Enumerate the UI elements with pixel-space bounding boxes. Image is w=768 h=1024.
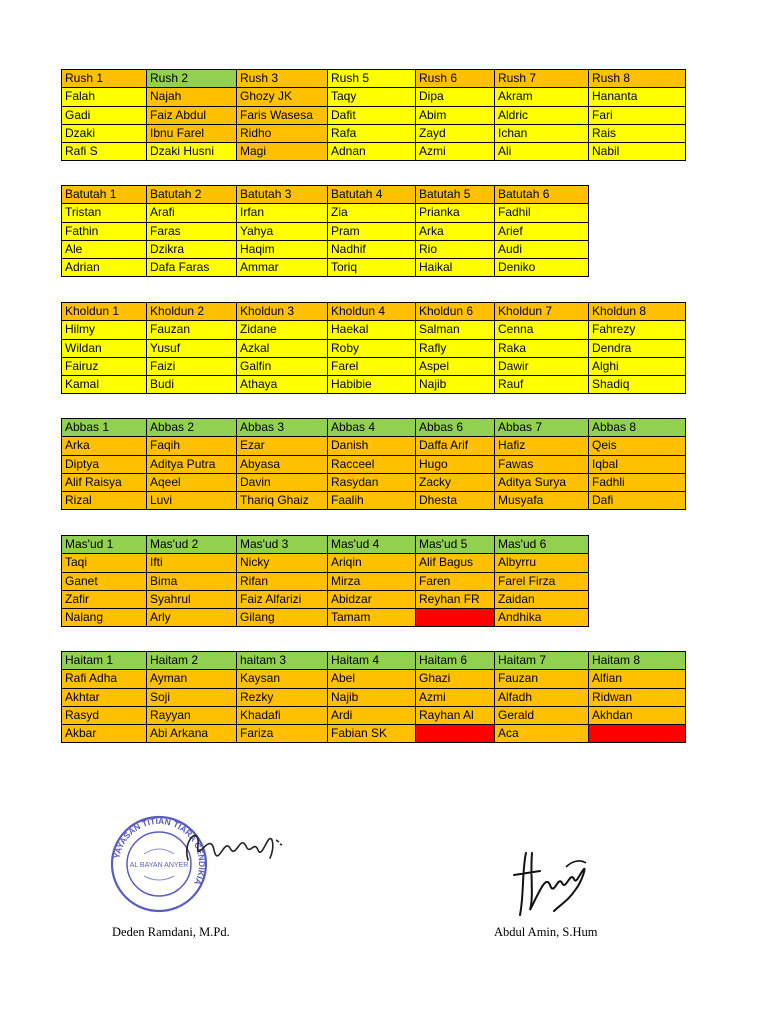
table-cell: Fadhil xyxy=(495,204,589,222)
table-header-cell: Abbas 3 xyxy=(237,419,328,437)
table-cell: Zacky xyxy=(416,473,495,491)
table-row xyxy=(62,473,686,491)
table-cell: Rafi Adha xyxy=(62,670,147,688)
table-cell: Rio xyxy=(416,240,495,258)
table-cell: Dhesta xyxy=(416,492,495,510)
table-cell: Fairuz xyxy=(62,357,147,375)
table-header-cell: Kholdun 1 xyxy=(62,303,147,321)
table-cell: Rayhan Al xyxy=(416,706,495,724)
table-row xyxy=(62,725,686,743)
table-cell: Racceel xyxy=(328,455,416,473)
table-cell: Arief xyxy=(495,222,589,240)
table-cell: Fahrezy xyxy=(589,321,686,339)
table-cell: Rizal xyxy=(62,492,147,510)
table-cell: Farel Firza xyxy=(495,572,589,590)
table-row xyxy=(62,572,589,590)
table-row xyxy=(62,222,589,240)
table-cell: Gadi xyxy=(62,106,147,124)
table-cell: Zaidan xyxy=(495,590,589,608)
table-cell: Nadhif xyxy=(328,240,416,258)
table-row xyxy=(62,204,589,222)
table-cell: Habibie xyxy=(328,376,416,394)
table-cell: Arafi xyxy=(147,204,237,222)
stamp-outer-text: YAYASAN TITIAN TIARA CENDIKIA xyxy=(111,815,208,887)
table-cell: Ridwan xyxy=(589,688,686,706)
table-cell: Zayd xyxy=(416,124,495,142)
table-row xyxy=(62,455,686,473)
table-cell: Abidzar xyxy=(328,590,416,608)
table-cell: Rifan xyxy=(237,572,328,590)
table-cell: Ghazi xyxy=(416,670,495,688)
table-cell: Ariqin xyxy=(328,554,416,572)
table-header-cell: haitam 3 xyxy=(237,652,328,670)
table-cell: Roby xyxy=(328,339,416,357)
table-row xyxy=(62,88,686,106)
table-cell: Musyafa xyxy=(495,492,589,510)
table-header-cell: Rush 2 xyxy=(147,70,237,88)
table-cell: Abel xyxy=(328,670,416,688)
table-header-row xyxy=(62,186,589,204)
table-cell: Haekal xyxy=(328,321,416,339)
table-cell: Akhdan xyxy=(589,706,686,724)
table-cell: Salman xyxy=(416,321,495,339)
table-cell: Rauf xyxy=(495,376,589,394)
table-row xyxy=(62,688,686,706)
table-cell: Alif Bagus xyxy=(416,554,495,572)
table-header-cell: Mas'ud 6 xyxy=(495,536,589,554)
table-header-cell: Mas'ud 3 xyxy=(237,536,328,554)
table-cell: Athaya xyxy=(237,376,328,394)
table-header-cell: Mas'ud 2 xyxy=(147,536,237,554)
table-row xyxy=(62,437,686,455)
table-cell: Ardi xyxy=(328,706,416,724)
table-cell: Azmi xyxy=(416,143,495,161)
stamp-inner-text: AL BAYAN ANYER xyxy=(129,862,189,869)
table-cell: Soji xyxy=(147,688,237,706)
table-cell: Alfian xyxy=(589,670,686,688)
table-cell: Rais xyxy=(589,124,686,142)
table-cell: Nicky xyxy=(237,554,328,572)
table-cell: Aditya Surya xyxy=(495,473,589,491)
table-cell: Farel xyxy=(328,357,416,375)
table-cell: Fathin xyxy=(62,222,147,240)
table-header-cell: Abbas 2 xyxy=(147,419,237,437)
table-cell: Arka xyxy=(62,437,147,455)
table-header-cell: Rush 7 xyxy=(495,70,589,88)
table-header-row xyxy=(62,536,589,554)
table-cell: Kamal xyxy=(62,376,147,394)
table-cell: Syahrul xyxy=(147,590,237,608)
table-header-cell: Rush 5 xyxy=(328,70,416,88)
table-row xyxy=(62,339,686,357)
table-cell: Diptya xyxy=(62,455,147,473)
table-header-cell: Kholdun 2 xyxy=(147,303,237,321)
table-cell xyxy=(416,609,495,627)
table-cell: Luvi xyxy=(147,492,237,510)
table-row xyxy=(62,609,589,627)
table-cell: Ayman xyxy=(147,670,237,688)
table-cell: Yahya xyxy=(237,222,328,240)
table-cell: Ridho xyxy=(237,124,328,142)
table-cell: Alfadh xyxy=(495,688,589,706)
table-cell: Raka xyxy=(495,339,589,357)
table-cell: Najib xyxy=(416,376,495,394)
table-cell: Ganet xyxy=(62,572,147,590)
table-cell: Tamam xyxy=(328,609,416,627)
table-cell: Dipa xyxy=(416,88,495,106)
table-header-cell: Abbas 8 xyxy=(589,419,686,437)
table-cell: Arly xyxy=(147,609,237,627)
table-cell: Ezar xyxy=(237,437,328,455)
table-cell: Reyhan FR xyxy=(416,590,495,608)
group-table xyxy=(61,302,686,394)
table-row xyxy=(62,492,686,510)
table-cell: Tristan xyxy=(62,204,147,222)
table-cell: Nabil xyxy=(589,143,686,161)
table-cell: Audi xyxy=(495,240,589,258)
table-cell: Dendra xyxy=(589,339,686,357)
table-header-cell: Haitam 1 xyxy=(62,652,147,670)
table-header-row xyxy=(62,303,686,321)
table-cell: Fawas xyxy=(495,455,589,473)
table-cell: Ghozy JK xyxy=(237,88,328,106)
table-header-cell: Haitam 8 xyxy=(589,652,686,670)
table-cell: Bima xyxy=(147,572,237,590)
table-cell: Gerald xyxy=(495,706,589,724)
table-cell: Ammar xyxy=(237,259,328,277)
table-row xyxy=(62,259,589,277)
table-cell: Akbar xyxy=(62,725,147,743)
table-header-cell: Haitam 7 xyxy=(495,652,589,670)
table-cell: Adnan xyxy=(328,143,416,161)
table-cell: Faqih xyxy=(147,437,237,455)
table-row xyxy=(62,590,589,608)
table-cell: Toriq xyxy=(328,259,416,277)
table-header-cell: Rush 3 xyxy=(237,70,328,88)
table-cell: Dzaki Husni xyxy=(147,143,237,161)
table-cell: Aca xyxy=(495,725,589,743)
table-header-cell: Mas'ud 5 xyxy=(416,536,495,554)
table-cell: Alif Raisya xyxy=(62,473,147,491)
table-cell: Dzaki xyxy=(62,124,147,142)
table-cell: Faras xyxy=(147,222,237,240)
table-header-cell: Kholdun 7 xyxy=(495,303,589,321)
table-header-cell: Mas'ud 1 xyxy=(62,536,147,554)
table-cell: Ali xyxy=(495,143,589,161)
table-cell: Fabian SK xyxy=(328,725,416,743)
table-cell: Hugo xyxy=(416,455,495,473)
table-cell: Ichan xyxy=(495,124,589,142)
table-cell: Rasydan xyxy=(328,473,416,491)
table-cell: Arka xyxy=(416,222,495,240)
table-header-cell: Batutah 5 xyxy=(416,186,495,204)
table-cell: Davin xyxy=(237,473,328,491)
table-cell: Zia xyxy=(328,204,416,222)
table-row xyxy=(62,124,686,142)
table-cell: Iqbal xyxy=(589,455,686,473)
table-cell: Alghi xyxy=(589,357,686,375)
table-cell: Irfan xyxy=(237,204,328,222)
table-row xyxy=(62,143,686,161)
table-cell: Hafiz xyxy=(495,437,589,455)
table-cell: Taqy xyxy=(328,88,416,106)
table-cell: Abim xyxy=(416,106,495,124)
signature-left xyxy=(180,820,290,875)
table-cell: Pram xyxy=(328,222,416,240)
table-cell: Albyrru xyxy=(495,554,589,572)
table-cell: Magi xyxy=(237,143,328,161)
table-cell: Haikal xyxy=(416,259,495,277)
table-cell: Dafit xyxy=(328,106,416,124)
table-header-cell: Batutah 4 xyxy=(328,186,416,204)
table-cell: Azkal xyxy=(237,339,328,357)
table-cell: Zafir xyxy=(62,590,147,608)
table-cell: Azmi xyxy=(416,688,495,706)
table-header-row xyxy=(62,70,686,88)
table-row xyxy=(62,321,686,339)
table-header-cell: Batutah 2 xyxy=(147,186,237,204)
table-cell: Dzikra xyxy=(147,240,237,258)
table-cell: Galfin xyxy=(237,357,328,375)
table-cell: Haqim xyxy=(237,240,328,258)
table-cell: Prianka xyxy=(416,204,495,222)
table-header-cell: Abbas 6 xyxy=(416,419,495,437)
table-cell: Daffa Arif xyxy=(416,437,495,455)
table-cell: Andhika xyxy=(495,609,589,627)
table-header-cell: Rush 1 xyxy=(62,70,147,88)
table-cell: Falah xyxy=(62,88,147,106)
table-cell: Abyasa xyxy=(237,455,328,473)
table-cell: Faris Wasesa xyxy=(237,106,328,124)
table-header-cell: Batutah 3 xyxy=(237,186,328,204)
table-cell: Aditya Putra xyxy=(147,455,237,473)
table-cell: Deniko xyxy=(495,259,589,277)
table-cell xyxy=(416,725,495,743)
table-cell: Faalih xyxy=(328,492,416,510)
table-cell: Aldric xyxy=(495,106,589,124)
table-cell: Yusuf xyxy=(147,339,237,357)
table-cell: Faiz Alfarizi xyxy=(237,590,328,608)
table-cell: Nalang xyxy=(62,609,147,627)
table-cell: Mirza xyxy=(328,572,416,590)
table-cell: Rafi S xyxy=(62,143,147,161)
table-cell: Qeis xyxy=(589,437,686,455)
table-cell: Gilang xyxy=(237,609,328,627)
table-row xyxy=(62,706,686,724)
table-header-cell: Kholdun 4 xyxy=(328,303,416,321)
table-cell: Aqeel xyxy=(147,473,237,491)
table-cell: Ale xyxy=(62,240,147,258)
table-cell: Ibnu Farel xyxy=(147,124,237,142)
table-row xyxy=(62,670,686,688)
table-cell: Cenna xyxy=(495,321,589,339)
table-cell: Rezky xyxy=(237,688,328,706)
table-header-cell: Haitam 4 xyxy=(328,652,416,670)
table-header-cell: Haitam 6 xyxy=(416,652,495,670)
table-cell: Fariza xyxy=(237,725,328,743)
table-cell xyxy=(589,725,686,743)
signer-left-name: Deden Ramdani, M.Pd. xyxy=(112,925,230,939)
table-cell: Fauzan xyxy=(495,670,589,688)
table-cell: Danish xyxy=(328,437,416,455)
signer-right-name: Abdul Amin, S.Hum xyxy=(494,925,598,939)
table-row xyxy=(62,240,589,258)
table-cell: Fadhli xyxy=(589,473,686,491)
table-cell: Hilmy xyxy=(62,321,147,339)
table-header-row xyxy=(62,652,686,670)
table-cell: Kaysan xyxy=(237,670,328,688)
table-cell: Hananta xyxy=(589,88,686,106)
group-table xyxy=(61,535,589,627)
table-cell: Faiz Abdul xyxy=(147,106,237,124)
table-cell: Faren xyxy=(416,572,495,590)
table-cell: Dafi xyxy=(589,492,686,510)
table-header-cell: Kholdun 3 xyxy=(237,303,328,321)
table-header-cell: Batutah 6 xyxy=(495,186,589,204)
table-header-cell: Rush 6 xyxy=(416,70,495,88)
table-row xyxy=(62,554,589,572)
table-cell: Najah xyxy=(147,88,237,106)
table-cell: Wildan xyxy=(62,339,147,357)
table-cell: Dafa Faras xyxy=(147,259,237,277)
table-row xyxy=(62,376,686,394)
group-table xyxy=(61,69,686,161)
group-table xyxy=(61,651,686,743)
table-cell: Zidane xyxy=(237,321,328,339)
table-cell: Khadafi xyxy=(237,706,328,724)
table-header-cell: Abbas 4 xyxy=(328,419,416,437)
table-cell: Akhtar xyxy=(62,688,147,706)
table-cell: Taqi xyxy=(62,554,147,572)
table-header-cell: Mas'ud 4 xyxy=(328,536,416,554)
table-cell: Rayyan xyxy=(147,706,237,724)
table-row xyxy=(62,357,686,375)
table-cell: Budi xyxy=(147,376,237,394)
table-cell: Ifti xyxy=(147,554,237,572)
table-cell: Shadiq xyxy=(589,376,686,394)
table-cell: Aspel xyxy=(416,357,495,375)
table-cell: Thariq Ghaiz xyxy=(237,492,328,510)
group-table xyxy=(61,185,589,277)
table-row xyxy=(62,106,686,124)
table-cell: Dawir xyxy=(495,357,589,375)
group-table xyxy=(61,418,686,510)
table-cell: Akram xyxy=(495,88,589,106)
table-header-cell: Abbas 1 xyxy=(62,419,147,437)
table-cell: Fari xyxy=(589,106,686,124)
table-cell: Najib xyxy=(328,688,416,706)
table-header-cell: Batutah 1 xyxy=(62,186,147,204)
table-cell: Rasyd xyxy=(62,706,147,724)
table-header-cell: Rush 8 xyxy=(589,70,686,88)
table-header-cell: Abbas 7 xyxy=(495,419,589,437)
table-cell: Faizi xyxy=(147,357,237,375)
table-cell: Fauzan xyxy=(147,321,237,339)
table-cell: Rafa xyxy=(328,124,416,142)
table-cell: Adrian xyxy=(62,259,147,277)
table-header-cell: Haitam 2 xyxy=(147,652,237,670)
table-cell: Abi Arkana xyxy=(147,725,237,743)
table-cell: Rafly xyxy=(416,339,495,357)
table-header-row xyxy=(62,419,686,437)
signature-right xyxy=(510,845,590,920)
table-header-cell: Kholdun 8 xyxy=(589,303,686,321)
table-header-cell: Kholdun 6 xyxy=(416,303,495,321)
